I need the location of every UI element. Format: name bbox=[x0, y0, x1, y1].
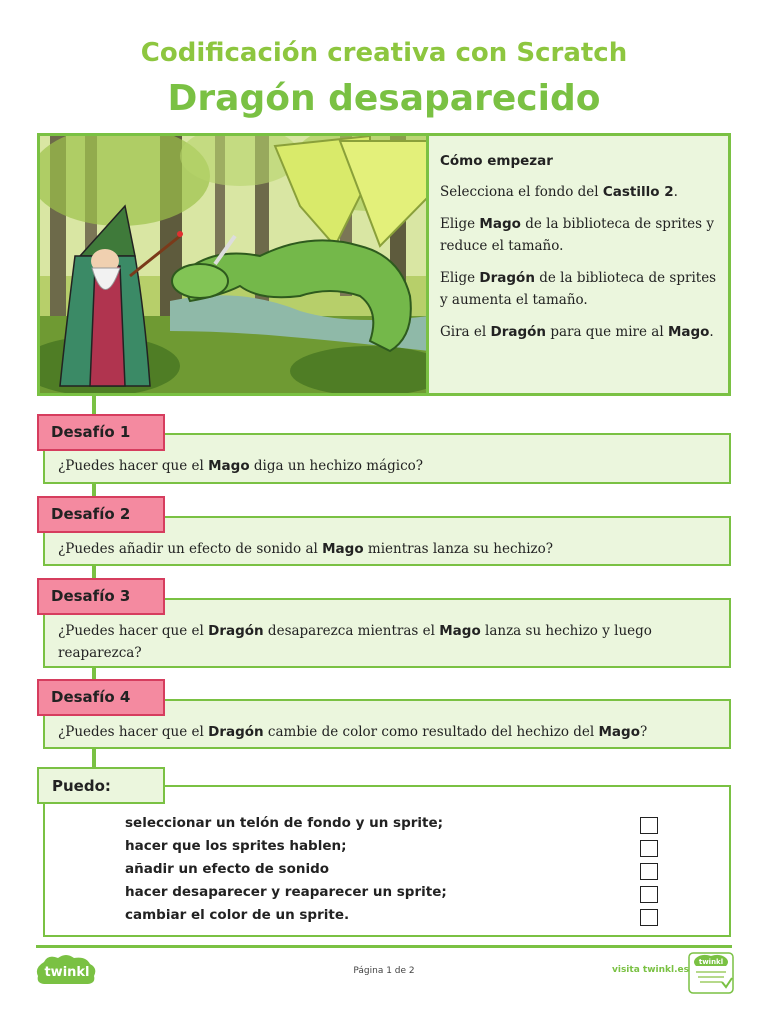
skill-checkbox[interactable] bbox=[640, 909, 658, 926]
challenge-2-box: ¿Puedes añadir un efecto de sonido al Mago mientras lanza su hechizo? bbox=[43, 516, 731, 566]
subtitle: Codificación creativa con Scratch bbox=[140, 38, 628, 68]
intro-step-1: Selecciona el fondo del Castillo 2. bbox=[440, 184, 678, 200]
skill-checkbox[interactable] bbox=[640, 840, 658, 857]
challenge-3-box: ¿Puedes hacer que el Dragón desaparezca mientras el Mago lanza su hechizo y luego reaparezca? bbox=[43, 598, 731, 668]
challenge-4-box: ¿Puedes hacer que el Dragón cambie de color como resultado del hechizo del Mago? bbox=[43, 699, 731, 749]
intro-heading: Cómo empezar bbox=[440, 153, 553, 169]
connector-line bbox=[92, 396, 96, 414]
challenge-3-label: Desafío 3 bbox=[37, 578, 165, 615]
challenge-1-box: ¿Puedes hacer que el Mago diga un hechizo mágico? bbox=[43, 433, 731, 484]
visit-link[interactable]: visita twinkl.es bbox=[612, 965, 689, 975]
skill-checkbox[interactable] bbox=[640, 817, 658, 834]
skill-checkbox[interactable] bbox=[640, 863, 658, 880]
skills-list bbox=[125, 812, 447, 927]
challenge-4-label: Desafío 4 bbox=[37, 679, 165, 716]
intro-box bbox=[37, 133, 731, 396]
page-number: Página 1 de 2 bbox=[353, 966, 415, 976]
puedo-label: Puedo: bbox=[37, 767, 165, 804]
intro-instructions bbox=[440, 150, 722, 353]
connector-line bbox=[92, 749, 96, 769]
checkbox-column bbox=[640, 817, 658, 932]
svg-text:twinkl: twinkl bbox=[44, 965, 90, 980]
page-title: Dragón desaparecido bbox=[167, 78, 601, 119]
skill-item: añadir un efecto de sonido bbox=[125, 861, 330, 877]
footer-divider bbox=[36, 945, 732, 948]
intro-step-3: Elige Dragón de la biblioteca de sprites y aumenta el tamaño. bbox=[440, 270, 717, 308]
wizard-dragon-illustration bbox=[40, 136, 429, 393]
skill-item: cambiar el color de un sprite. bbox=[125, 907, 350, 923]
skill-item: seleccionar un telón de fondo y un sprite; bbox=[125, 815, 444, 831]
skill-item: hacer desaparecer y reaparecer un sprite; bbox=[125, 884, 447, 900]
challenge-2-label: Desafío 2 bbox=[37, 496, 165, 533]
skill-checkbox[interactable] bbox=[640, 886, 658, 903]
challenge-1-label: Desafío 1 bbox=[37, 414, 165, 451]
intro-step-2: Elige Mago de la biblioteca de sprites y reduce el tamaño. bbox=[440, 216, 714, 254]
svg-text:twinkl: twinkl bbox=[698, 958, 724, 966]
quality-badge bbox=[688, 952, 734, 994]
skill-item: hacer que los sprites hablen; bbox=[125, 838, 347, 854]
intro-step-4: Gira el Dragón para que mire al Mago. bbox=[440, 324, 714, 340]
